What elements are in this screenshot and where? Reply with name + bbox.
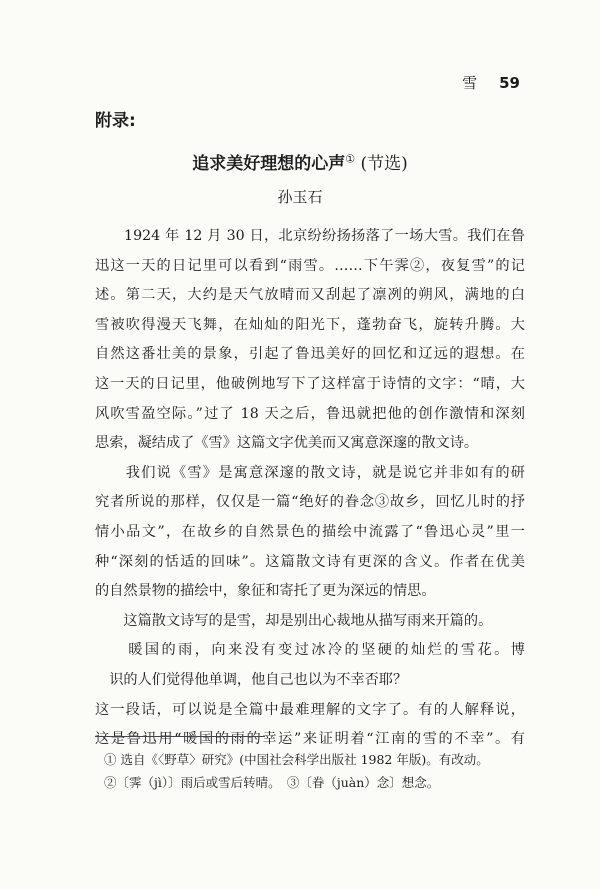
- article-title: [0, 149, 600, 174]
- page-number: 59: [499, 74, 520, 92]
- body-line: 的自然景物的描绘中，象征和寄托了更为深远的情思。: [95, 583, 436, 600]
- body-line: 风吹雪盈空际。”过了 18 天之后，鲁迅就把他的创作激情和深刻: [95, 405, 525, 422]
- body-line: 自然这番壮美的景象，引起了鲁迅美好的回忆和辽远的遐想。在: [95, 346, 525, 363]
- footnote-marker: ①: [345, 152, 356, 166]
- footnotes: [104, 748, 534, 794]
- body-line: 迅这一天的日记里可以看到“雨雪。……下午霁②，夜复雪”的记: [95, 257, 525, 274]
- body-line: 1924 年 12 月 30 日，北京纷纷扬扬落了一场大雪。我们在鲁: [95, 228, 525, 244]
- article-author: 孙玉石: [277, 188, 323, 206]
- body-line: 这一段话，可以说是全篇中最难理解的文字了。有的人解释说，: [95, 701, 525, 718]
- body-line: 这一天的日记里，他破例地写下了这样富于诗情的文字：“晴，大: [95, 375, 525, 392]
- article-subtitle: (节选): [360, 154, 408, 174]
- body-line: 种“深刻的恬适的回味”。这篇散文诗有更深的含义。作者在优美: [95, 553, 525, 570]
- running-header: [462, 72, 520, 93]
- appendix-heading: 附录:: [95, 111, 136, 131]
- footnote-item: ① 选自《〈野草〉研究》(中国社会科学出版社 1982 年版)。有改动。: [104, 752, 489, 767]
- body-line: 这篇散文诗写的是雪，却是别出心裁地从描写雨来开篇的。: [95, 612, 493, 629]
- footnote-item: ②〔霁（jì）〕雨后或雪后转晴。 ③〔眷（juàn）念〕想念。: [104, 775, 440, 790]
- body-line: 这是鲁迅用“暖国的雨的幸运”来证明着“江南的雪的不幸”。有: [95, 731, 525, 748]
- body-line: 情小品文”，在故乡的自然景色的描绘中流露了“鲁迅心灵”里一: [95, 523, 525, 540]
- section-title: 雪: [462, 74, 478, 92]
- body-line: 述。第二天，大约是天气放晴而又刮起了凛冽的朔风，满地的白: [95, 287, 525, 304]
- body-line: 暖国的雨，向来没有变过冰冷的坚硬的灿烂的雪花。博: [95, 642, 525, 659]
- body-line: 思索，凝结成了《雪》这篇文字优美而又寓意深邃的散文诗。: [95, 435, 479, 452]
- body-line: 我们说《雪》是寓意深邃的散文诗，就是说它并非如有的研: [95, 464, 525, 481]
- footnote-divider: [95, 736, 265, 737]
- article-body: [95, 222, 525, 755]
- body-line: 识的人们觉得他单调，他自己也以为不幸否耶？: [95, 671, 408, 688]
- body-line: 究者所说的那样，仅仅是一篇“绝好的眷念③故乡，回忆儿时的抒: [95, 494, 525, 511]
- article-title-text: 追求美好理想的心声: [192, 154, 346, 174]
- body-line: 雪被吹得漫天飞舞，在灿灿的阳光下，蓬勃奋飞，旋转升腾。大: [95, 316, 525, 333]
